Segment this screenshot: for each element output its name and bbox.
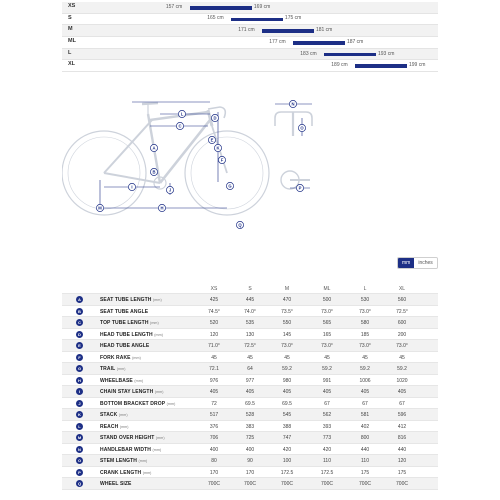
- row-label: STAND OVER HEIGHT (mm): [100, 435, 165, 441]
- cell-xl: 412: [397, 423, 407, 430]
- cell-m: 420: [282, 446, 292, 453]
- cell-m: 545: [282, 412, 292, 418]
- cell-xs: 405: [209, 389, 219, 395]
- row-unit: (mm): [154, 332, 163, 337]
- cell-l: 45: [362, 354, 368, 361]
- row-unit: (mm): [153, 298, 162, 302]
- cell-xs: 376: [209, 423, 219, 430]
- cell-l: 73.0°: [359, 308, 371, 315]
- cell-xl: 67: [399, 400, 405, 407]
- cell-s: 170: [245, 469, 255, 476]
- svg-text:J: J: [168, 187, 172, 193]
- cell-xs: 74.5°: [208, 308, 220, 315]
- svg-text:I: I: [131, 184, 133, 190]
- size-label: S: [68, 14, 72, 21]
- row-letter-badge: L: [76, 423, 83, 430]
- row-letter-badge: E: [76, 342, 83, 349]
- cell-xl: 175: [397, 469, 407, 476]
- row-letter-badge: B: [76, 308, 83, 315]
- marker-c: [176, 122, 183, 129]
- size-min-height: 157 cm: [165, 3, 183, 10]
- cell-m: 59.2: [282, 366, 292, 372]
- cell-m: 747: [282, 435, 292, 441]
- row-letter-badge: O: [77, 458, 82, 464]
- unit-mm-button[interactable]: mm: [398, 258, 414, 268]
- svg-text:G: G: [228, 183, 232, 189]
- row-unit: (mm): [132, 355, 141, 360]
- svg-text:N: N: [291, 101, 295, 107]
- size-row-l: [62, 49, 438, 61]
- row-unit: (mm): [142, 470, 152, 475]
- cell-ml: 73.0°: [321, 308, 333, 315]
- cell-xs: 976: [209, 377, 219, 384]
- cell-xl: 600: [397, 320, 407, 326]
- marker-h: [158, 204, 165, 211]
- cell-xl: 120: [397, 458, 407, 464]
- cell-ml: 562: [322, 412, 332, 418]
- column-header-ml: ML: [323, 286, 331, 292]
- geometry-table: [62, 283, 438, 490]
- row-unit: (mm): [155, 436, 165, 440]
- marker-b: [150, 168, 157, 175]
- row-unit: (mm): [138, 459, 148, 463]
- table-row: [62, 432, 438, 444]
- cell-m: 550: [282, 320, 292, 326]
- cell-s: 977: [245, 377, 255, 384]
- svg-text:M: M: [98, 205, 102, 211]
- cell-l: 59.2: [360, 366, 370, 372]
- row-label: REACH (mm): [100, 423, 129, 430]
- size-max-height: 175 cm: [284, 15, 302, 22]
- cell-s: 725: [245, 435, 255, 441]
- row-letter-badge: P: [76, 469, 83, 476]
- cell-s: 72.5°: [244, 343, 256, 349]
- size-max-height: 199 cm: [408, 62, 426, 69]
- table-row: [62, 409, 438, 421]
- size-min-height: 171 cm: [238, 27, 255, 34]
- cell-ml: 500: [322, 297, 332, 303]
- cell-l: 530: [360, 297, 370, 303]
- cell-ml: 172.5: [320, 469, 334, 476]
- row-label: TOP TUBE LENGTH (mm): [100, 320, 159, 326]
- row-letter-badge: N: [76, 446, 83, 453]
- table-row: [62, 363, 438, 375]
- marker-e: [208, 136, 215, 143]
- table-row: [62, 375, 438, 387]
- table-row: [62, 306, 438, 318]
- cell-xs: 80: [211, 458, 217, 464]
- marker-d: [211, 114, 218, 121]
- marker-j: [166, 186, 173, 193]
- row-label: SEAT TUBE ANGLE: [100, 308, 149, 315]
- row-label: HEAD TUBE LENGTH (mm): [100, 331, 163, 338]
- cell-l: 580: [360, 320, 370, 326]
- row-label: WHEEL SIZE: [100, 481, 132, 487]
- cell-ml: 73.0°: [321, 343, 333, 349]
- size-max-height: 193 cm: [377, 50, 395, 57]
- cell-l: 110: [361, 458, 369, 464]
- cell-m: 405: [282, 389, 292, 395]
- cell-xs: 71.0°: [208, 343, 220, 349]
- column-header-m: M: [284, 286, 290, 292]
- cell-ml: 405: [322, 389, 332, 395]
- svg-text:D: D: [213, 115, 217, 121]
- svg-text:Q: Q: [238, 222, 242, 228]
- cell-m: 100: [282, 458, 292, 464]
- cell-s: 64: [247, 366, 253, 372]
- svg-text:O: O: [300, 125, 304, 131]
- cell-xs: 425: [209, 297, 219, 303]
- cell-l: 581: [360, 412, 370, 418]
- cell-xl: 45: [399, 354, 405, 361]
- svg-text:P: P: [298, 185, 302, 191]
- row-letter-badge: M: [77, 435, 82, 441]
- cell-xs: 517: [209, 412, 219, 418]
- size-range-bar: [324, 53, 376, 57]
- row-label: TRAIL (mm): [100, 366, 126, 372]
- cell-xs: 700C: [208, 481, 220, 487]
- cell-l: 440: [360, 446, 370, 453]
- table-row: [62, 329, 438, 341]
- row-unit: (mm): [154, 390, 164, 394]
- row-label: CRANK LENGTH (mm): [100, 469, 152, 476]
- row-unit: (mm): [150, 321, 159, 325]
- size-label: ML: [68, 38, 76, 45]
- cell-xs: 520: [209, 320, 219, 326]
- cell-ml: 700C: [321, 481, 333, 487]
- size-row-s: [62, 14, 438, 26]
- cell-xl: 405: [397, 389, 407, 395]
- cell-m: 45: [284, 354, 290, 361]
- row-letter-badge: Q: [77, 481, 82, 487]
- cell-m: 172.5: [280, 469, 294, 476]
- cell-l: 1006: [359, 377, 371, 384]
- row-label: BOTTOM BRACKET DROP (mm): [100, 400, 176, 407]
- size-label: M: [68, 26, 73, 33]
- size-range-bar: [293, 41, 345, 45]
- cell-m: 69.5: [282, 400, 292, 407]
- marker-i: [128, 183, 135, 190]
- size-max-height: 169 cm: [253, 3, 271, 10]
- unit-toggle: [397, 257, 438, 269]
- crank-front-view: [281, 171, 310, 189]
- handlebar-top-view: [275, 101, 312, 136]
- cell-s: 700C: [244, 481, 256, 487]
- row-letter-badge: G: [77, 366, 82, 372]
- cell-s: 69.5: [245, 400, 255, 407]
- row-label: STACK (mm): [100, 412, 128, 418]
- cell-l: 73.0°: [359, 343, 371, 349]
- cell-xs: 400: [209, 446, 219, 453]
- size-row-ml: [62, 37, 438, 49]
- cell-m: 700C: [281, 481, 293, 487]
- table-row: [62, 421, 438, 433]
- cell-s: 405: [245, 389, 255, 395]
- svg-text:C: C: [178, 123, 182, 129]
- table-row: [62, 478, 438, 490]
- svg-text:H: H: [160, 205, 164, 211]
- row-unit: (mm): [166, 401, 176, 406]
- cell-xs: 72.1: [209, 366, 219, 372]
- cell-xl: 200: [397, 331, 407, 338]
- cell-l: 67: [362, 400, 368, 407]
- row-unit: (mm): [119, 424, 129, 429]
- row-letter-badge: C: [76, 319, 83, 326]
- table-row: [62, 340, 438, 352]
- cell-xl: 73.0°: [396, 343, 408, 349]
- cell-ml: 45: [324, 354, 330, 361]
- size-row-m: [62, 25, 438, 37]
- cell-ml: 991: [322, 377, 332, 384]
- marker-n: [289, 100, 296, 107]
- cell-xs: 120: [209, 331, 219, 338]
- marker-k: [214, 144, 221, 151]
- cell-ml: 59.2: [322, 366, 332, 372]
- saddle: [142, 103, 158, 104]
- size-row-xs: [62, 2, 438, 14]
- cell-m: 470: [282, 297, 292, 303]
- row-letter-badge: K: [76, 411, 83, 418]
- table-row: [62, 444, 438, 456]
- cell-xl: 596: [397, 412, 407, 418]
- svg-text:F: F: [220, 157, 224, 163]
- cell-m: 73.5°: [281, 308, 293, 315]
- svg-text:K: K: [216, 145, 220, 151]
- table-row: [62, 398, 438, 410]
- svg-text:A: A: [152, 145, 156, 151]
- size-row-xl: [62, 60, 438, 72]
- cell-s: 528: [245, 412, 255, 418]
- svg-text:L: L: [180, 111, 184, 117]
- cell-ml: 420: [322, 446, 332, 453]
- cell-s: 130: [245, 331, 255, 338]
- cell-l: 175: [360, 469, 370, 476]
- bike-geometry-diagram: [62, 90, 438, 240]
- cell-s: 535: [245, 320, 255, 326]
- table-row: [62, 386, 438, 398]
- cell-xs: 45: [211, 354, 217, 361]
- row-letter-badge: I: [76, 388, 83, 395]
- cell-m: 980: [282, 377, 292, 384]
- cell-ml: 165: [322, 331, 332, 338]
- marker-l: [178, 110, 185, 117]
- table-row: [62, 317, 438, 329]
- size-label: L: [68, 49, 72, 56]
- cell-xs: 72: [211, 400, 217, 407]
- row-letter-badge: A: [76, 296, 83, 303]
- size-max-height: 187 cm: [346, 38, 364, 45]
- cell-m: 73.0°: [281, 343, 293, 349]
- cell-xs: 170: [209, 469, 219, 476]
- cell-ml: 393: [322, 423, 332, 430]
- svg-text:E: E: [210, 137, 214, 143]
- cell-l: 700C: [359, 481, 371, 487]
- cell-s: 383: [245, 423, 255, 430]
- cell-m: 145: [282, 331, 292, 338]
- size-min-height: 177 cm: [269, 38, 286, 45]
- row-label: WHEELBASE (mm): [100, 377, 144, 384]
- cell-xs: 706: [209, 435, 219, 441]
- cell-l: 185: [360, 331, 370, 338]
- row-label: STEM LENGTH (mm): [100, 458, 148, 464]
- table-header: [62, 283, 438, 294]
- cell-s: 74.0°: [244, 308, 256, 315]
- cell-xl: 440: [397, 446, 407, 453]
- column-header-xs: XS: [210, 286, 218, 292]
- row-label: SEAT TUBE LENGTH (mm): [100, 297, 162, 303]
- bike-frame-drawing: [62, 103, 269, 215]
- row-letter-badge: D: [76, 331, 83, 338]
- row-unit: (mm): [134, 378, 144, 383]
- column-header-xl: XL: [398, 286, 406, 292]
- svg-text:B: B: [152, 169, 156, 175]
- row-unit: (mm): [118, 413, 128, 417]
- size-label: XL: [68, 61, 76, 68]
- table-row: [62, 352, 438, 364]
- row-unit: (mm): [152, 447, 162, 452]
- row-label: FORK RAKE (mm): [100, 354, 141, 361]
- cell-xl: 1020: [396, 377, 408, 384]
- cell-l: 405: [360, 389, 370, 395]
- marker-o: [298, 124, 305, 131]
- table-row: [62, 294, 438, 306]
- row-label: HANDLEBAR WIDTH (mm): [100, 446, 162, 453]
- size-min-height: 189 cm: [331, 62, 348, 69]
- size-label: XS: [68, 3, 76, 9]
- marker-p: [296, 184, 303, 191]
- size-min-height: 183 cm: [300, 50, 317, 57]
- rider-size-chart: [62, 2, 438, 72]
- size-max-height: 181 cm: [315, 27, 333, 34]
- cell-s: 400: [245, 446, 255, 453]
- cell-xl: 816: [397, 435, 407, 441]
- cell-xl: 560: [397, 297, 407, 303]
- table-row: [62, 467, 438, 479]
- marker-f: [218, 156, 225, 163]
- row-label: CHAIN STAY LENGTH (mm): [100, 389, 164, 395]
- row-letter-badge: J: [76, 400, 83, 407]
- cell-s: 45: [247, 354, 253, 361]
- size-min-height: 165 cm: [207, 15, 224, 22]
- cell-xl: 72.5°: [396, 308, 408, 315]
- column-header-s: S: [248, 286, 252, 292]
- cell-xl: 59.2: [397, 366, 407, 372]
- marker-q: [236, 221, 243, 228]
- cell-l: 402: [360, 423, 370, 430]
- marker-g: [226, 182, 233, 189]
- cell-ml: 773: [322, 435, 332, 441]
- marker-m: [96, 204, 103, 211]
- unit-inches-button[interactable]: inches: [414, 258, 436, 268]
- cell-m: 388: [282, 423, 292, 430]
- column-header-l: L: [363, 286, 367, 292]
- size-range-bar: [231, 18, 283, 22]
- cell-s: 90: [247, 458, 253, 464]
- row-letter-badge: H: [76, 377, 83, 384]
- table-row: [62, 455, 438, 467]
- row-label: HEAD TUBE ANGLE: [100, 343, 150, 349]
- row-unit: (mm): [116, 367, 126, 371]
- marker-a: [150, 144, 157, 151]
- cell-ml: 565: [322, 320, 332, 326]
- cell-xl: 700C: [396, 481, 408, 487]
- cell-ml: 67: [324, 400, 330, 407]
- size-range-bar: [262, 29, 314, 33]
- row-letter-badge: F: [76, 354, 83, 361]
- size-range-bar: [355, 64, 407, 68]
- cell-l: 800: [360, 435, 370, 441]
- size-range-bar: [190, 6, 252, 10]
- cell-s: 445: [245, 297, 255, 303]
- cell-ml: 110: [323, 458, 331, 464]
